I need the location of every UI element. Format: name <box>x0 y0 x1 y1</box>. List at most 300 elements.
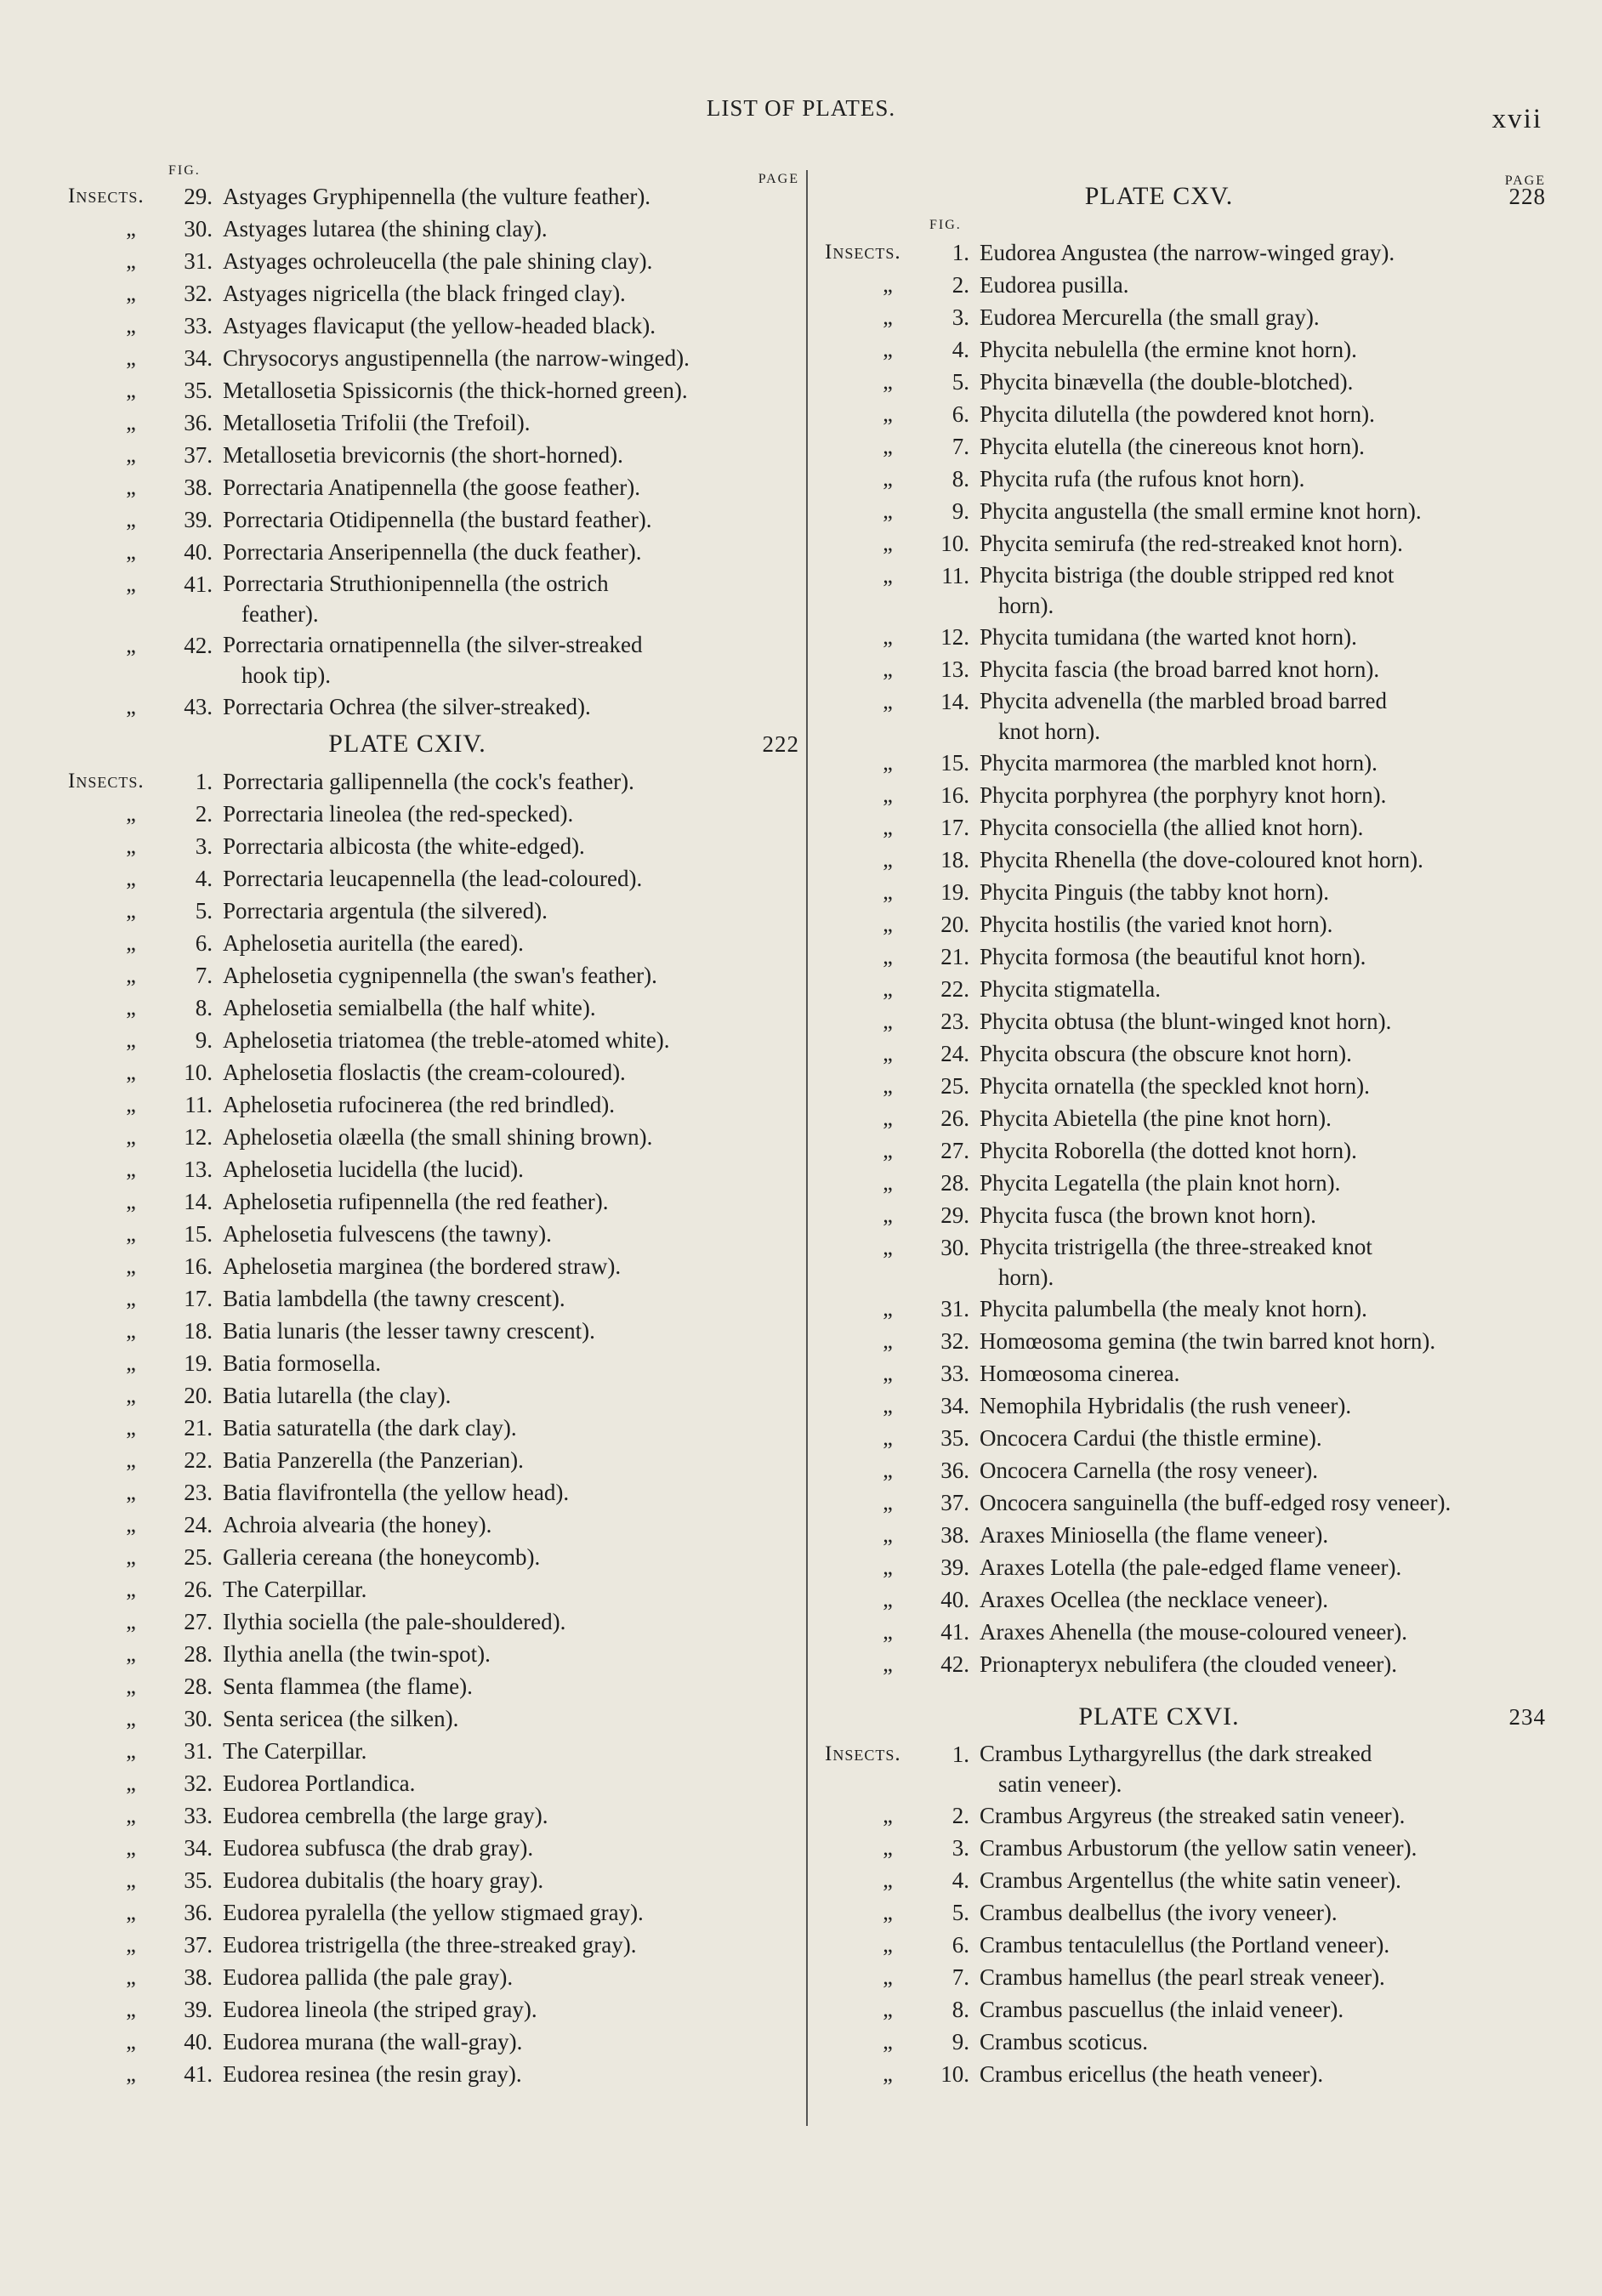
ditto-mark: „ <box>126 571 136 596</box>
ditto-mark: „ <box>883 750 893 775</box>
plate-entry <box>823 1005 1546 1037</box>
species-description-continuation: horn). <box>998 1265 1054 1290</box>
ditto-mark: „ <box>883 1867 893 1892</box>
entry-text-block <box>219 1993 799 2026</box>
plate-cxv-list <box>823 236 1546 1680</box>
ditto-mark: „ <box>883 1932 893 1957</box>
entry-text-block <box>219 1929 799 1961</box>
plate-entry <box>66 1412 799 1444</box>
entry-text-block <box>976 333 1546 366</box>
plate-cxiii-continued-list <box>66 180 799 723</box>
plate-entry <box>823 908 1546 941</box>
figure-number: 16. <box>184 1253 213 1279</box>
column-divider <box>806 170 808 2126</box>
plate-entry <box>66 310 799 342</box>
figure-number: 17. <box>940 815 969 840</box>
entry-text-block <box>976 560 1546 621</box>
species-description: Phycita semirufa (the red-streaked knot horn). <box>980 531 1403 556</box>
ditto-mark: „ <box>883 434 893 458</box>
ditto-mark: „ <box>126 1932 136 1957</box>
species-description: Aphelosetia rufipennella (the red feather). <box>223 1189 609 1214</box>
figure-number: 10. <box>184 1060 213 1085</box>
entry-text-block <box>219 1832 799 1864</box>
ditto-mark: „ <box>126 1867 136 1892</box>
species-description: Phycita tristrigella (the three-streaked knot <box>980 1234 1372 1259</box>
figure-number: 6. <box>952 1932 969 1958</box>
plate-entry <box>823 621 1546 653</box>
figure-number: 36. <box>184 410 213 435</box>
plate-entry <box>823 1070 1546 1102</box>
species-description: Batia lunaris (the lesser tawny crescent). <box>223 1318 595 1344</box>
species-description: Eudorea Angustea (the narrow-winged gray). <box>980 240 1395 265</box>
ditto-mark: „ <box>126 1480 136 1504</box>
plate-entry <box>66 798 799 830</box>
plate-entry <box>823 1519 1546 1551</box>
ditto-mark: „ <box>126 281 136 305</box>
plate-cxiv-list <box>66 765 799 2090</box>
plate-entry <box>66 536 799 568</box>
figure-number: 4. <box>195 866 213 891</box>
figure-number: 41. <box>184 571 213 597</box>
ditto-mark: „ <box>126 995 136 1020</box>
entry-text-block <box>219 213 799 245</box>
plate-page-number: 234 <box>1508 1703 1546 1730</box>
plate-heading-cxvi <box>823 1696 1546 1738</box>
insects-label: Insects. <box>825 241 901 264</box>
insects-label: Insects. <box>825 1742 901 1765</box>
plate-entry <box>823 236 1546 269</box>
species-description: Phycita rufa (the rufous knot horn). <box>980 466 1305 492</box>
species-description: Eudorea cembrella (the large gray). <box>223 1803 548 1828</box>
ditto-mark: „ <box>883 531 893 555</box>
ditto-mark: „ <box>883 1328 893 1353</box>
plate-entry <box>66 342 799 374</box>
ditto-mark: „ <box>126 1706 136 1731</box>
entry-text-block <box>976 973 1546 1005</box>
entry-text-block <box>219 439 799 471</box>
figure-number: 39. <box>184 1997 213 2022</box>
figure-number: 23. <box>940 1009 969 1034</box>
ditto-mark: „ <box>126 1383 136 1407</box>
figure-number: 31. <box>184 1738 213 1764</box>
ditto-mark: „ <box>883 1587 893 1611</box>
entry-text-block <box>976 463 1546 495</box>
figure-number: 12. <box>940 624 969 650</box>
plate-entry <box>66 1250 799 1282</box>
ditto-mark: „ <box>126 1318 136 1343</box>
ditto-mark: „ <box>883 1651 893 1676</box>
entry-text-block <box>976 1454 1546 1486</box>
plate-entry <box>823 973 1546 1005</box>
entry-text-block <box>219 992 799 1024</box>
ditto-mark: „ <box>883 401 893 426</box>
figure-number: 34. <box>940 1393 969 1418</box>
ditto-mark: „ <box>126 1221 136 1246</box>
plate-entry <box>823 2026 1546 2058</box>
entry-text-block <box>976 1199 1546 1231</box>
figure-number: 21. <box>940 944 969 969</box>
ditto-mark: „ <box>126 1124 136 1149</box>
figure-number: 15. <box>184 1221 213 1247</box>
entry-text-block <box>976 1738 1546 1799</box>
figure-number: 43. <box>184 694 213 719</box>
species-description-continuation: feather). <box>241 601 319 627</box>
species-description: Crambus tentaculellus (the Portland veneer). <box>980 1932 1390 1958</box>
plate-entry <box>823 1231 1546 1293</box>
species-description: Astyages flavicaput (the yellow-headed black). <box>223 313 656 338</box>
ditto-mark: „ <box>883 1425 893 1450</box>
entry-text-block <box>219 1541 799 1573</box>
entry-text-block <box>976 747 1546 779</box>
species-description: Crambus Lythargyrellus (the dark streaked <box>980 1741 1372 1766</box>
ditto-mark: „ <box>126 1770 136 1795</box>
ditto-mark: „ <box>126 1738 136 1763</box>
ditto-mark: „ <box>126 1577 136 1601</box>
species-description: Porrectaria Anatipennella (the goose feather). <box>223 475 641 500</box>
entry-text-block <box>219 536 799 568</box>
plate-entry <box>823 560 1546 621</box>
figure-number: 37. <box>184 442 213 468</box>
species-description: Eudorea pyralella (the yellow stigmaed gray). <box>223 1900 644 1925</box>
ditto-mark: „ <box>126 1253 136 1278</box>
ditto-mark: „ <box>883 1073 893 1098</box>
entry-text-block <box>976 1005 1546 1037</box>
entry-text-block <box>976 398 1546 430</box>
entry-text-block <box>219 1961 799 1993</box>
plate-entry <box>823 430 1546 463</box>
figure-number: 5. <box>952 369 969 395</box>
plate-entry <box>66 862 799 895</box>
figure-number: 31. <box>940 1296 969 1321</box>
figure-number: 5. <box>952 1900 969 1925</box>
figure-number: 10. <box>940 2061 969 2087</box>
species-description: Eudorea murana (the wall-gray). <box>223 2029 523 2054</box>
ditto-mark: „ <box>126 633 136 657</box>
figure-number: 18. <box>184 1318 213 1344</box>
figure-number: 7. <box>952 434 969 459</box>
plate-entry <box>66 1121 799 1153</box>
ditto-mark: „ <box>126 1157 136 1181</box>
species-description: Astyages lutarea (the shining clay). <box>223 216 548 242</box>
ditto-mark: „ <box>126 442 136 467</box>
ditto-mark: „ <box>126 1835 136 1860</box>
ditto-mark: „ <box>883 304 893 329</box>
ditto-mark: „ <box>883 782 893 807</box>
figure-number: 21. <box>184 1415 213 1441</box>
plate-entry <box>823 941 1546 973</box>
entry-text-block <box>976 1422 1546 1454</box>
entry-text-block <box>219 1573 799 1605</box>
ditto-mark: „ <box>126 963 136 987</box>
entry-text-block <box>219 1864 799 1896</box>
figure-number: 20. <box>184 1383 213 1408</box>
plate-entry <box>823 1325 1546 1357</box>
species-description: Phycita Rhenella (the dove-coloured knot horn). <box>980 847 1423 872</box>
entry-text-block <box>976 779 1546 811</box>
entry-text-block <box>219 310 799 342</box>
species-description: Eudorea lineola (the striped gray). <box>223 1997 537 2022</box>
species-description: Porrectaria lineolea (the red-specked). <box>223 801 574 827</box>
figure-number: 14. <box>940 689 969 714</box>
figure-number: 29. <box>184 184 213 209</box>
plate-entry <box>66 1444 799 1476</box>
figure-number: 4. <box>952 1867 969 1893</box>
figure-number: 34. <box>184 1835 213 1861</box>
plate-entry <box>66 180 799 213</box>
figure-number: 11. <box>941 563 969 588</box>
species-description: Phycita fusca (the brown knot horn). <box>980 1202 1316 1228</box>
entry-text-block <box>219 2058 799 2090</box>
figure-number: 19. <box>940 879 969 905</box>
plate-heading-cxv <box>823 175 1546 218</box>
species-description: Crambus hamellus (the pearl streak veneer). <box>980 1964 1385 1990</box>
entry-text-block <box>219 629 799 691</box>
figure-number: 14. <box>184 1189 213 1214</box>
ditto-mark: „ <box>883 1835 893 1860</box>
species-description: Eudorea Mercurella (the small gray). <box>980 304 1320 330</box>
plate-entry <box>66 1702 799 1735</box>
plate-entry <box>823 1134 1546 1167</box>
species-description: Aphelosetia lucidella (the lucid). <box>223 1157 524 1182</box>
ditto-mark: „ <box>126 539 136 564</box>
ditto-mark: „ <box>883 1170 893 1195</box>
plate-entry <box>823 1832 1546 1864</box>
plate-entry <box>66 406 799 439</box>
species-description: Oncocera Carnella (the rosy veneer). <box>980 1458 1319 1483</box>
plate-entry <box>823 1102 1546 1134</box>
figure-number: 33. <box>940 1361 969 1386</box>
ditto-mark: „ <box>883 1138 893 1162</box>
species-description: Phycita marmorea (the marbled knot horn). <box>980 750 1378 776</box>
plate-entry <box>66 439 799 471</box>
plate-entry <box>823 1896 1546 1929</box>
species-description: Phycita angustella (the small ermine knot horn). <box>980 498 1422 524</box>
figure-number: 38. <box>184 1964 213 1990</box>
ditto-mark: „ <box>883 1009 893 1033</box>
plate-entry <box>66 1282 799 1315</box>
entry-text-block <box>219 1412 799 1444</box>
figure-number: 25. <box>184 1544 213 1570</box>
species-description: Batia lutarella (the clay). <box>223 1383 452 1408</box>
plate-page-number: 222 <box>762 730 799 757</box>
plate-entry <box>66 895 799 927</box>
plate-entry <box>823 876 1546 908</box>
ditto-mark: „ <box>883 1361 893 1385</box>
figure-number: 26. <box>184 1577 213 1602</box>
ditto-mark: „ <box>126 2029 136 2054</box>
species-description: Phycita bistriga (the double stripped red knot <box>980 562 1395 588</box>
entry-text-block <box>219 1088 799 1121</box>
plate-entry <box>66 1347 799 1379</box>
species-description: Aphelosetia floslactis (the cream-coloured). <box>223 1060 626 1085</box>
plate-entry <box>66 1315 799 1347</box>
ditto-mark: „ <box>126 313 136 338</box>
figure-number: 7. <box>952 1964 969 1990</box>
entry-text-block <box>976 1102 1546 1134</box>
figure-number: 18. <box>940 847 969 872</box>
plate-entry <box>66 277 799 310</box>
figure-number: 5. <box>195 898 213 924</box>
plate-entry <box>823 1551 1546 1583</box>
entry-text-block <box>976 844 1546 876</box>
plate-entry <box>66 1476 799 1509</box>
entry-text-block <box>219 1702 799 1735</box>
ditto-mark: „ <box>126 1415 136 1440</box>
species-description: Astyages Gryphipennella (the vulture feather). <box>223 184 651 209</box>
ditto-mark: „ <box>883 1105 893 1130</box>
plate-entry <box>823 811 1546 844</box>
figure-number: 8. <box>195 995 213 1020</box>
ditto-mark: „ <box>126 216 136 241</box>
entry-text-block <box>219 1250 799 1282</box>
entry-text-block <box>976 1070 1546 1102</box>
plate-entry <box>823 1961 1546 1993</box>
plate-entry <box>823 366 1546 398</box>
species-description: Porrectaria albicosta (the white-edged). <box>223 833 585 859</box>
ditto-mark: „ <box>883 1458 893 1482</box>
entry-text-block <box>219 1735 799 1767</box>
plate-entry <box>66 1605 799 1638</box>
species-description: Araxes Lotella (the pale-edged flame veneer). <box>980 1554 1402 1580</box>
species-description: Phycita Legatella (the plain knot horn). <box>980 1170 1341 1196</box>
ditto-mark: „ <box>126 507 136 531</box>
ditto-mark: „ <box>883 2029 893 2054</box>
species-description-continuation: knot horn). <box>998 719 1100 744</box>
plate-entry <box>66 1153 799 1185</box>
plate-entry <box>823 685 1546 747</box>
species-description: Porrectaria Struthionipennella (the ostrich <box>223 571 609 596</box>
figure-number: 19. <box>184 1350 213 1376</box>
species-description: Eudorea dubitalis (the hoary gray). <box>223 1867 544 1893</box>
ditto-mark: „ <box>126 1512 136 1537</box>
plate-entry <box>66 1509 799 1541</box>
figure-number: 39. <box>184 507 213 532</box>
entry-text-block <box>976 811 1546 844</box>
entry-text-block <box>219 180 799 213</box>
species-description: Astyages ochroleucella (the pale shining clay). <box>223 248 653 274</box>
ditto-mark: „ <box>126 833 136 858</box>
entry-text-block <box>219 1282 799 1315</box>
species-description: Metallosetia Spissicornis (the thick-horned green). <box>223 378 688 403</box>
species-description: Batia flavifrontella (the yellow head). <box>223 1480 570 1505</box>
entry-text-block <box>219 1444 799 1476</box>
figure-number: 20. <box>940 912 969 937</box>
plate-entry <box>66 1185 799 1218</box>
plate-entry <box>66 1896 799 1929</box>
figure-number: 12. <box>184 1124 213 1150</box>
plate-entry <box>823 747 1546 779</box>
figure-number: 42. <box>184 633 213 658</box>
species-description: Galleria cereana (the honeycomb). <box>223 1544 541 1570</box>
ditto-mark: „ <box>126 1641 136 1666</box>
plate-entry <box>823 301 1546 333</box>
figure-number: 28. <box>184 1674 213 1699</box>
species-description: Homœosoma cinerea. <box>980 1361 1180 1386</box>
fig-label: FIG. <box>168 163 201 178</box>
entry-text-block <box>976 621 1546 653</box>
species-description: Araxes Miniosella (the flame veneer). <box>980 1522 1329 1548</box>
species-description: Crambus scoticus. <box>980 2029 1148 2054</box>
plate-entry <box>823 1293 1546 1325</box>
ditto-mark: „ <box>126 1092 136 1117</box>
entry-text-block <box>219 1896 799 1929</box>
entry-text-block <box>219 1347 799 1379</box>
plate-entry <box>66 927 799 959</box>
ditto-mark: „ <box>126 1286 136 1310</box>
plate-entry <box>66 765 799 798</box>
species-description: Phycita formosa (the beautiful knot horn). <box>980 944 1366 969</box>
ditto-mark: „ <box>883 1522 893 1547</box>
ditto-mark: „ <box>883 498 893 523</box>
figure-number: 36. <box>940 1458 969 1483</box>
entry-text-block <box>976 1325 1546 1357</box>
entry-text-block <box>976 1486 1546 1519</box>
species-description: Aphelosetia semialbella (the half white). <box>223 995 596 1020</box>
figure-number: 28. <box>940 1170 969 1196</box>
entry-text-block <box>976 876 1546 908</box>
plate-entry <box>823 1738 1546 1799</box>
entry-text-block <box>976 1616 1546 1648</box>
plate-entry <box>823 527 1546 560</box>
species-description: Oncocera Cardui (the thistle ermine). <box>980 1425 1322 1451</box>
species-description: Phycita palumbella (the mealy knot horn). <box>980 1296 1367 1321</box>
ditto-mark: „ <box>126 1060 136 1084</box>
entry-text-block <box>219 895 799 927</box>
figure-number: 41. <box>184 2061 213 2087</box>
entry-text-block <box>219 1799 799 1832</box>
ditto-mark: „ <box>883 1900 893 1924</box>
figure-number: 2. <box>195 801 213 827</box>
entry-text-block <box>219 691 799 723</box>
entry-text-block <box>219 959 799 992</box>
plate-entry <box>66 568 799 629</box>
entry-text-block <box>219 2026 799 2058</box>
ditto-mark: „ <box>126 1609 136 1634</box>
ditto-mark: „ <box>883 624 893 649</box>
figure-number: 26. <box>940 1105 969 1131</box>
plate-entry <box>66 1767 799 1799</box>
entry-text-block <box>976 1134 1546 1167</box>
species-description: Phycita advenella (the marbled broad barred <box>980 688 1388 713</box>
ditto-mark: „ <box>883 944 893 969</box>
species-description-continuation: satin veneer). <box>998 1771 1122 1797</box>
entry-text-block <box>219 862 799 895</box>
species-description: Aphelosetia olæella (the small shining brown). <box>223 1124 653 1150</box>
entry-text-block <box>219 1315 799 1347</box>
entry-text-block <box>219 1185 799 1218</box>
species-description: Crambus dealbellus (the ivory veneer). <box>980 1900 1338 1925</box>
plate-entry <box>823 1037 1546 1070</box>
figure-number: 13. <box>184 1157 213 1182</box>
figure-number: 9. <box>952 2029 969 2054</box>
plate-entry <box>66 213 799 245</box>
plate-entry <box>66 1379 799 1412</box>
figure-number: 24. <box>940 1041 969 1066</box>
ditto-mark: „ <box>883 1803 893 1827</box>
figure-number: 40. <box>940 1587 969 1612</box>
plate-entry <box>823 1199 1546 1231</box>
species-description: Porrectaria Otidipennella (the bustard feather). <box>223 507 652 532</box>
entry-text-block <box>219 342 799 374</box>
species-description: Eudorea pallida (the pale gray). <box>223 1964 514 1990</box>
plate-entry <box>823 1799 1546 1832</box>
figure-number: 13. <box>940 656 969 682</box>
plate-entry <box>823 1583 1546 1616</box>
insects-label: Insects. <box>68 770 145 793</box>
entry-text-block <box>976 1519 1546 1551</box>
figure-number: 30. <box>940 1235 969 1260</box>
ditto-mark: „ <box>126 248 136 273</box>
